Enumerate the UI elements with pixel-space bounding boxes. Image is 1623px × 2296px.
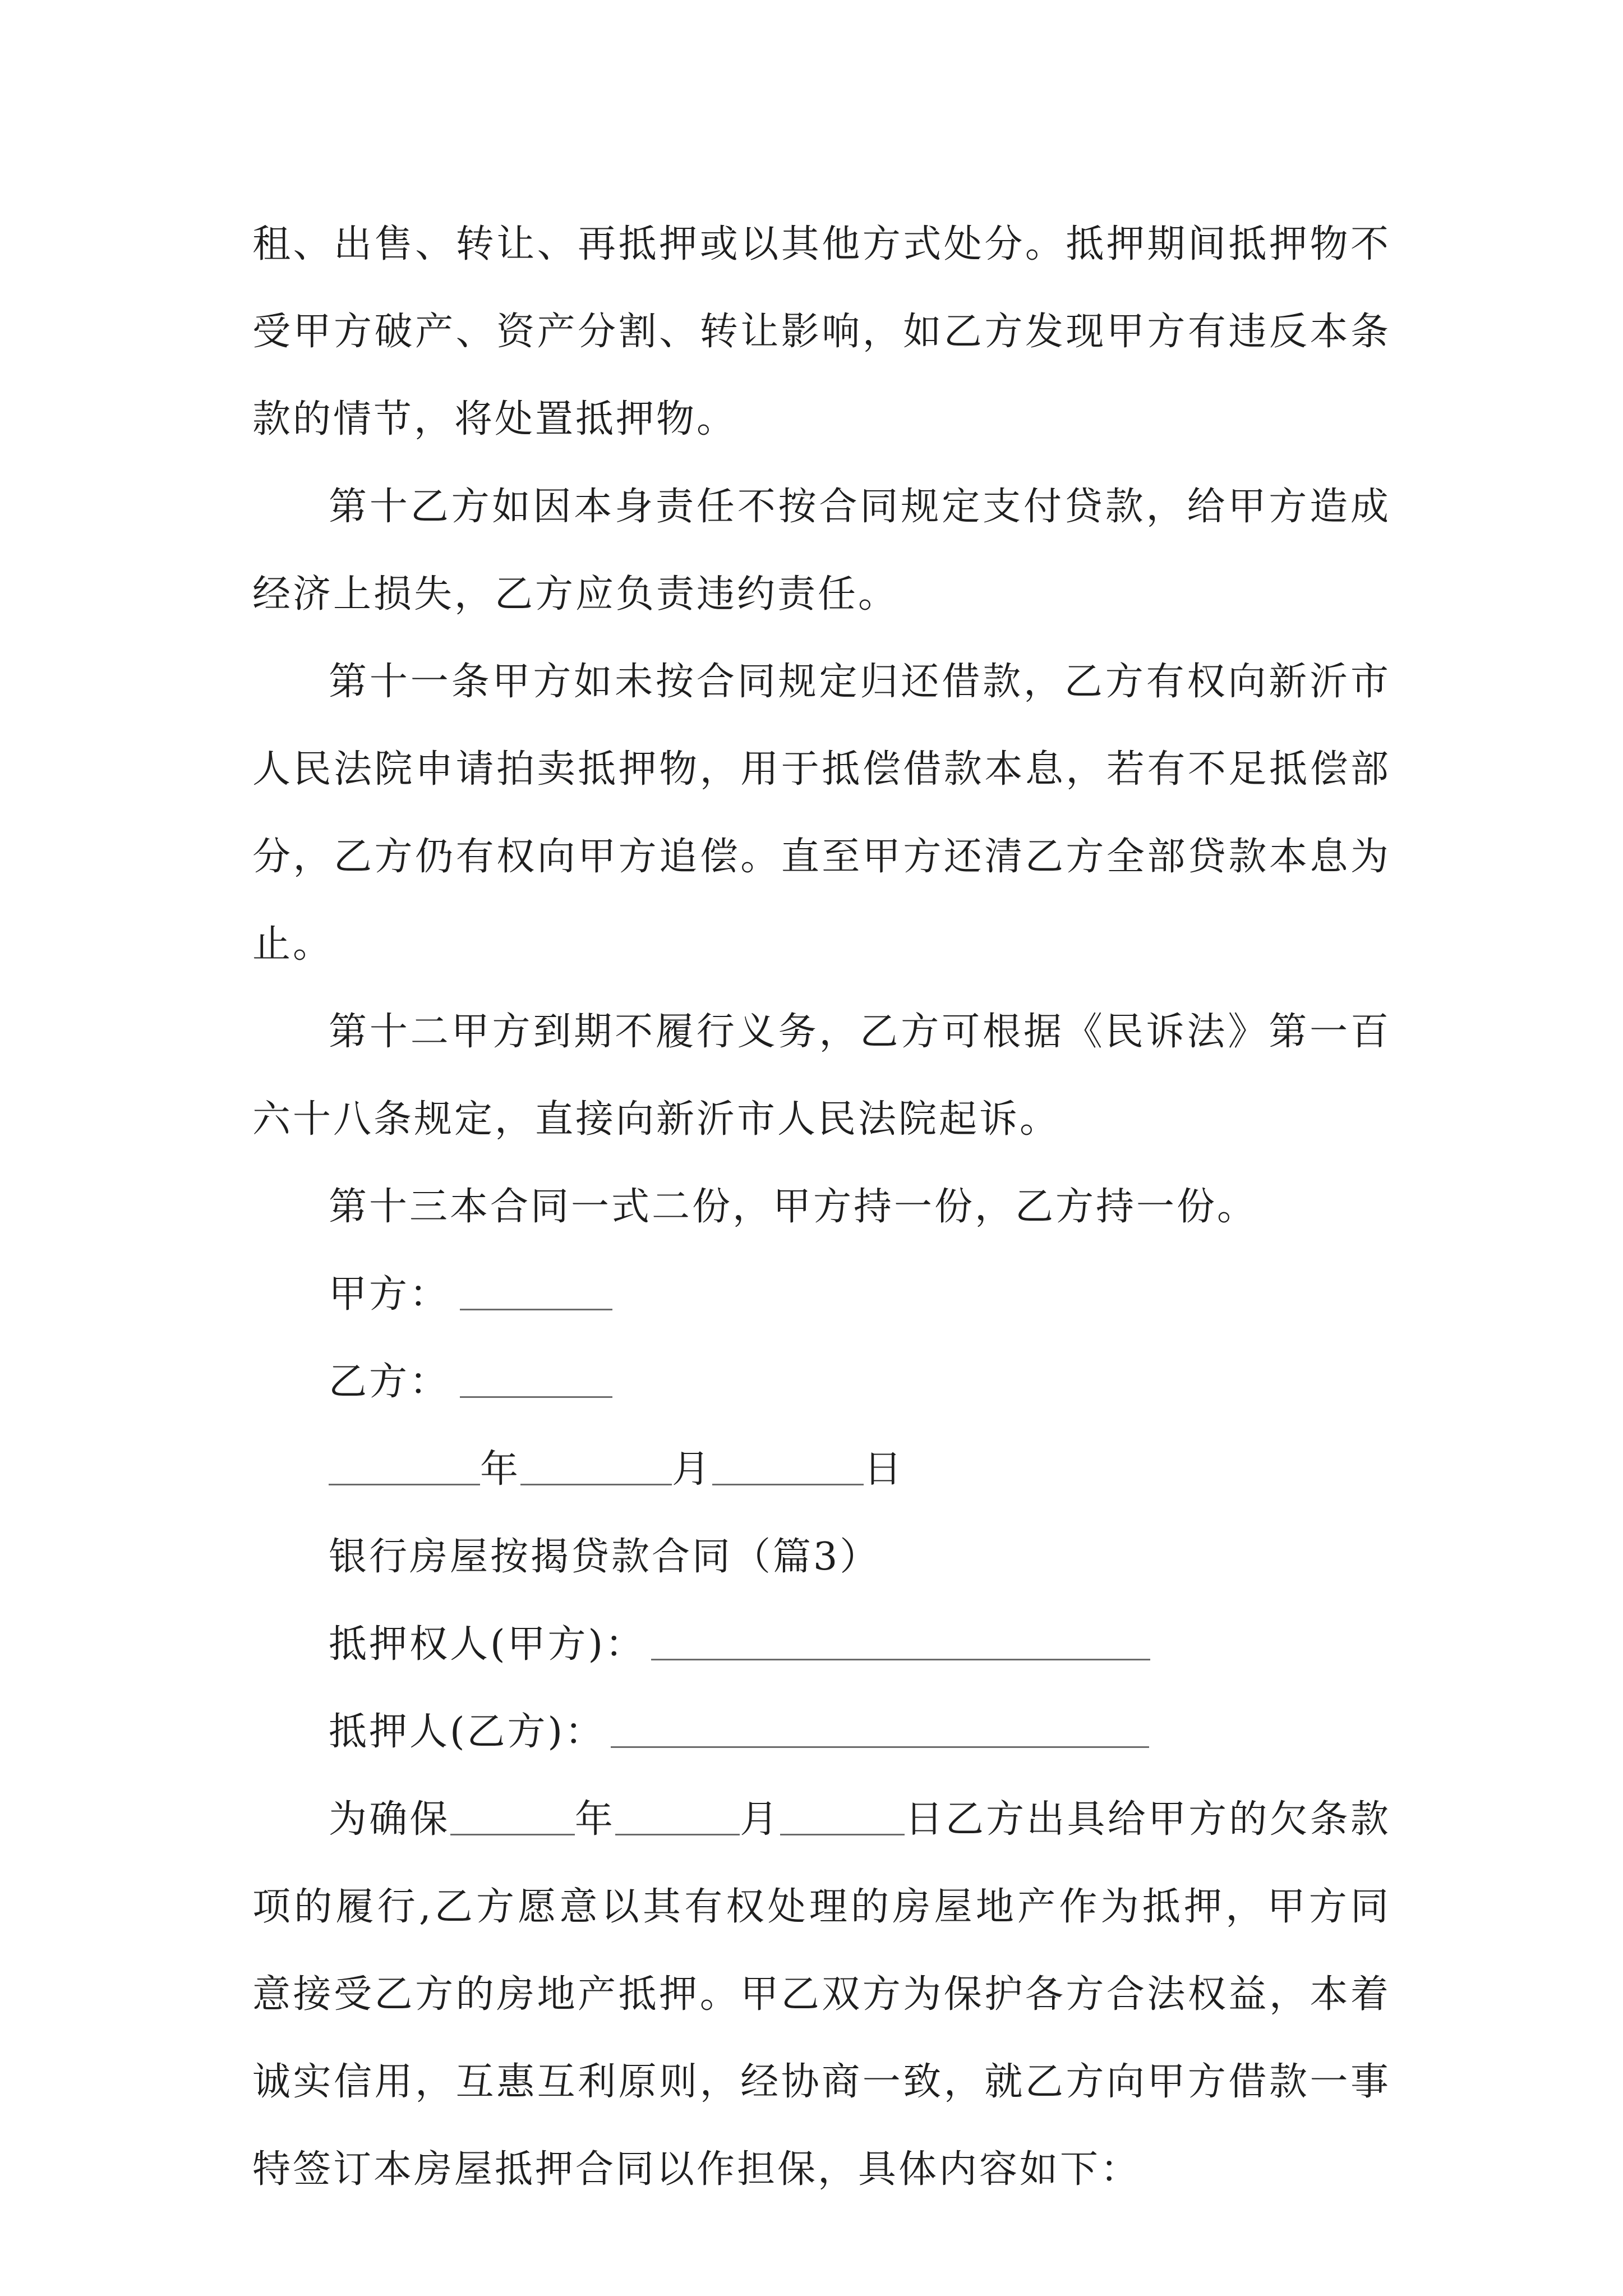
intro-day-blank	[780, 1800, 905, 1835]
mortgagor-label: 抵押人(乙方)：	[329, 1710, 606, 1754]
clause-13: 第十三本合同一式二份，甲方持一份，乙方持一份。	[329, 1185, 1258, 1229]
intro-paragraph	[252, 1776, 1391, 2214]
section-title: 银行房屋按揭贷款合同（篇3）	[329, 1535, 880, 1579]
intro-body: 日乙方出具给甲方的欠条款项的履行,乙方愿意以其有权处理的房屋地产作为抵押，甲方同意接受乙方的房地产抵押。甲乙双方为保护各方合法权益，本着诚实信用，互惠互利原则，经协商一致，就乙方向甲方借款一事特签订本房屋抵押合同以作担保，具体内容如下：	[252, 1797, 1391, 2192]
mortgagee-blank	[651, 1625, 1150, 1660]
mortgagor-blank	[611, 1713, 1149, 1748]
party-a-label: 甲方：	[329, 1272, 450, 1317]
party-b-signature-line	[252, 1338, 1391, 1426]
clause-11: 第十一条甲方如未按合同规定归还借款，乙方有权向新沂市人民法院申请拍卖抵押物，用于抵偿借款本息，若有不足抵偿部分，乙方仍有权向甲方追偿。直至甲方还清乙方全部贷款本息为止。	[252, 660, 1391, 967]
party-a-blank	[460, 1275, 612, 1310]
clause-continuation: 租、出售、转让、再抵押或以其他方式处分。抵押期间抵押物不受甲方破产、资产分割、转让影响，如乙方发现甲方有违反本条款的情节，将处置抵押物。	[252, 222, 1391, 441]
year-label: 年	[480, 1447, 521, 1492]
intro-year-blank	[450, 1800, 575, 1835]
document-body	[252, 201, 1391, 2214]
intro-year-label: 年	[574, 1797, 616, 1842]
clause-12: 第十二甲方到期不履行义务，乙方可根据《民诉法》第一百六十八条规定，直接向新沂市人民法院起诉。	[252, 1010, 1391, 1142]
date-line	[252, 1426, 1391, 1513]
day-label: 日	[864, 1447, 905, 1492]
year-blank	[329, 1450, 480, 1485]
mortgagee-label: 抵押权人(甲方)：	[329, 1622, 646, 1667]
month-blank	[520, 1450, 672, 1485]
clause-10: 第十乙方如因本身责任不按合同规定支付贷款，给甲方造成经济上损失，乙方应负责违约责任。	[252, 485, 1391, 616]
intro-month-label: 月	[740, 1797, 781, 1842]
day-blank	[712, 1450, 864, 1485]
party-b-blank	[460, 1363, 612, 1398]
month-label: 月	[672, 1447, 713, 1492]
mortgagor-line	[252, 1688, 1391, 1776]
intro-month-blank	[615, 1800, 740, 1835]
intro-prefix: 为确保	[329, 1797, 450, 1842]
party-a-signature-line	[252, 1251, 1391, 1338]
party-b-label: 乙方：	[329, 1360, 450, 1404]
mortgagee-line	[252, 1601, 1391, 1688]
